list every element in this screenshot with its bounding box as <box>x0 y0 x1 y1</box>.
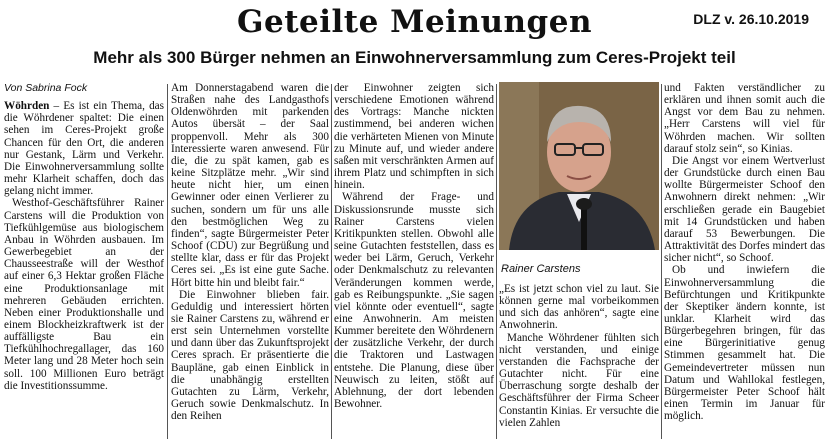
article-column-2 <box>171 82 329 422</box>
paragraph: Manche Wöhrdener fühlten sich nicht verstanden, und einige verstanden die Fachsprache der Gutachter nicht. Für eine Überraschung sorgte deshalb der Geschäftsführer der Firma Scheer Constantin Kinias. Er versuchte die vielen Zahlen <box>499 331 659 429</box>
portrait-photo <box>499 82 659 250</box>
column-divider <box>167 84 168 439</box>
paragraph: Die Einwohner blieben fair. Geduldig und interessiert hörten sie Rainer Carstens zu, während er erst sein Unternehmen vorstellte und dann über das Zukunftsprojekt Ceres sprach. Er präsentierte die Baupläne, gab einen Einblick in die unabhängig erstellten Gutachten zu Lärm, Verkehr, Geruch sowie Denkmalschutz. In den Reihen <box>171 288 329 423</box>
column-divider <box>331 84 332 439</box>
lead-place: Wöhrden <box>4 100 50 113</box>
article-column-1 <box>4 82 164 392</box>
paragraph: Während der Frage- und Diskussionsrunde musste sich Rainer Carstens vielen Kritikpunkten stellen. Obwohl alle seine Gutachten feststellen, dass es weder bei Lärm, Geruch, Verkehr oder Denkmalschutz zu relevanten Veränderungen kommen werde, gab es Reibungspunkte. „Sie sagen viel könnte oder eventuell“, sagte eine Anwohnerin. Am meisten Kummer bereitete den Wöhrdenern der zusätzliche Verkehr, der durch die Traktoren und Lastwagen entstehe. Die Planung, diese über Neuwisch zu leiten, stößt auf Ablehnung, der dort lebenden Bewohner. <box>334 191 494 411</box>
paragraph: Westhof-Geschäftsführer Rainer Carstens will die Produktion von Tiefkühlgemüse aus biologischem Anbau in Wöhrden ausbauen. Im Gewerbegebiet an der Chausseestraße will der Westhof auf einer 6,3 Hektar großen Fläche eine Produktionsanlage mit mehreren Gebäuden errichten. Neben einer Produktionshalle und einem Blockheizkraftwerk ist der auffälligste Bau ein Tiefkühlhochregallager, das 160 Meter lang und 28 Meter hoch sein soll. 100 Millionen Euro beträgt die Investitionssumme. <box>4 197 164 392</box>
paragraph: und Fakten verständlicher zu erklären und ihnen somit auch die Angst vor dem Bau zu nehmen. „Herr Carstens will viel für Wöhrden machen. Wir sollten darauf stolz sein“, so Kinias. <box>664 82 825 155</box>
paragraph: „Es ist jetzt schon viel zu laut. Sie können gerne mal vorbeikommen und sich das anhören“, sagte eine Anwohnerin. <box>499 283 659 332</box>
paragraph: der Einwohner zeigten sich verschiedene Emotionen während des Vortrags: Manche nickten zustimmend, bei anderen wichen die verhärteten Mienen von Minute zu Minute auf, und wieder andere saßen mit verschränkten Armen auf ihrem Platz und schimpften in sich hinein. <box>334 82 494 192</box>
article-column-4 <box>499 283 659 429</box>
column-divider <box>496 84 497 439</box>
paragraph: Die Angst vor einem Wertverlust der Grundstücke durch einen Bau wollte Bürgermeister Schoof den Anwohnern direkt nehmen: „Wir erschließen gerade ein Baugebiet mit 14 Grundstücken und haben darauf 53 Bewerbungen. Die Attraktivität des Dorfes mindert das sicher nicht“, so Schoof. <box>664 154 825 265</box>
article-column-5 <box>664 82 825 422</box>
lead-paragraph <box>4 100 164 197</box>
byline: Von Sabrina Fock <box>4 82 88 94</box>
paragraph: Am Donnerstagabend waren die Straßen nahe des Landgasthofs Oldenwöhrden mit parkenden Autos übersät – der Saal proppenvoll. Mehr als 300 Interessierte waren anwesend. Für die, die zu spät kamen, gab es keine Sitzplätze mehr. „Wir sind heute nicht hier, um einen Gewinner oder einen Verlierer zu suchen, sondern um für uns alle den bestmöglichen Weg zu finden“, sagte Bürgermeister Peter Schoof (CDU) zur Begrüßung und stellte klar, dass er für das Projekt Ceres sei. „Es ist eine gute Sache. Hört bitte hin und bleibt fair.“ <box>171 82 329 289</box>
lead-text: – Es ist ein Thema, das die Wöhrdener spaltet: Die einen sehen im Ceres-Projekt große Chancen für den Ort, die anderen nur Gestank, Lärm und Verkehr. Die Einwohnerversammlung sollte mehr Klarheit schaffen, doch das gelang nicht immer. <box>4 100 164 198</box>
article-column-3 <box>334 82 494 410</box>
paragraph: Ob und inwiefern die Einwohnerversammlung die Befürchtungen und Kritikpunkte der Skeptiker ändern konnte, ist unklar. Klarheit wird das Bürgerbegehren bringen, für das eine Bürgerinitiative genug Stimmen gesammelt hat. Die Gemeindevertreter müssen nun Datum und Wahllokal festlegen, Bürgermeister Peter Schoof hält einen Termin im Januar für möglich. <box>664 264 825 423</box>
source-date-tag: DLZ v. 26.10.2019 <box>693 11 809 27</box>
column-divider <box>661 84 662 439</box>
headline: Geteilte Meinungen <box>237 4 592 40</box>
subheadline: Mehr als 300 Bürger nehmen an Einwohnerversammlung zum Ceres-Projekt teil <box>93 48 736 67</box>
photo-caption: Rainer Carstens <box>501 263 581 275</box>
portrait-illustration <box>499 82 659 250</box>
